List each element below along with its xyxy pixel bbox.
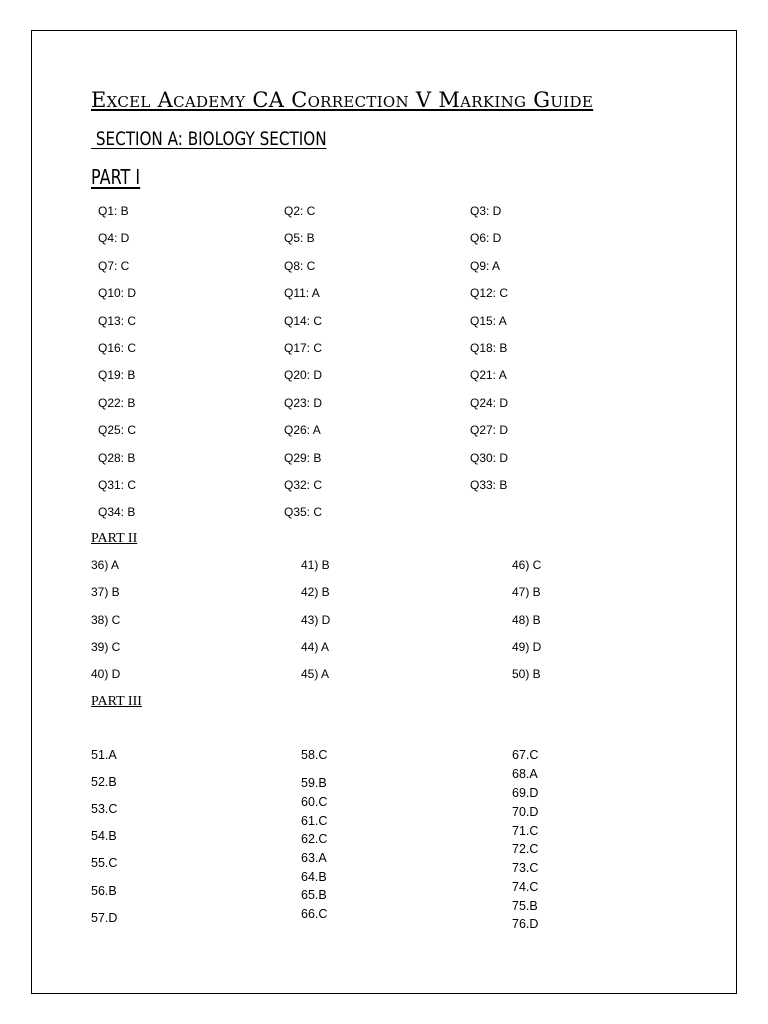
answer-item: Q29: B	[284, 450, 322, 465]
answer-item: 67.C	[512, 748, 539, 762]
answer-item: Q13: C	[98, 313, 137, 328]
answer-item: Q15: A	[470, 313, 507, 328]
answer-item: 62.C	[301, 832, 328, 846]
answer-item: Q10: D	[98, 286, 137, 301]
answer-item: 70.D	[512, 805, 539, 819]
part-1-heading: PART I	[91, 165, 141, 189]
answer-item: Q18: B	[470, 341, 508, 355]
answer-item: Q16: C	[98, 341, 137, 355]
answer-item: Q8: C	[284, 258, 316, 273]
answer-item: 68.A	[512, 767, 538, 781]
answer-item: 53.C	[91, 802, 118, 816]
part-3-heading: PART III	[91, 694, 142, 709]
answer-item: Q28: B	[98, 450, 136, 465]
answer-item: 66.C	[301, 907, 328, 921]
answer-item: 38) C	[91, 612, 121, 627]
answer-item: Q32: C	[284, 478, 323, 492]
answer-item: Q27: D	[470, 423, 509, 438]
answer-item: Q22: B	[98, 395, 136, 410]
answer-item: Q7: C	[98, 258, 130, 273]
answer-item: 76.D	[512, 917, 539, 931]
answer-item: Q20: D	[284, 368, 323, 383]
answer-item: Q9: A	[470, 258, 501, 273]
answer-item: Q35: C	[284, 505, 323, 520]
answer-item: 73.C	[512, 861, 539, 875]
answer-item: 52.B	[91, 775, 117, 789]
answer-item: 41) B	[301, 558, 330, 572]
answer-item: 74.C	[512, 880, 539, 894]
answer-item: 61.C	[301, 814, 328, 828]
document-title: Excel Academy CA Correction V Marking Guide	[91, 88, 594, 112]
part-2-heading: PART II	[91, 531, 138, 546]
answer-item: 55.C	[91, 856, 118, 870]
answer-item: Q34: B	[98, 505, 136, 520]
answer-item: 43) D	[301, 612, 331, 627]
answer-item: 58.C	[301, 748, 328, 762]
answer-item: 36) A	[91, 558, 120, 572]
answer-item: 39) C	[91, 639, 121, 654]
answer-item: Q23: D	[284, 395, 323, 410]
answer-item: 75.B	[512, 899, 538, 913]
answer-item: 56.B	[91, 884, 117, 898]
answer-item: 54.B	[91, 829, 117, 843]
answer-item: 72.C	[512, 842, 539, 856]
answer-item: 65.B	[301, 888, 327, 902]
answer-item: Q25: C	[98, 423, 137, 438]
answer-item: 49) D	[512, 639, 542, 654]
answer-item: Q24: D	[470, 395, 509, 410]
answer-item: 50) B	[512, 667, 541, 682]
answer-item: 45) A	[301, 667, 330, 682]
answer-item: Q2: C	[284, 204, 316, 218]
answer-item: Q14: C	[284, 313, 323, 328]
answer-item: 63.A	[301, 851, 327, 865]
section-heading: SECTION A: BIOLOGY SECTION	[91, 128, 327, 150]
answer-item: 48) B	[512, 612, 541, 627]
answer-item: 64.B	[301, 870, 327, 884]
answer-item: Q3: D	[470, 204, 502, 218]
answer-item: 40) D	[91, 667, 121, 682]
answer-item: Q31: C	[98, 478, 137, 492]
answer-item: 69.D	[512, 786, 539, 800]
answer-item: Q5: B	[284, 231, 315, 246]
answer-item: Q30: D	[470, 450, 509, 465]
answer-item: 42) B	[301, 585, 330, 600]
answer-item: 59.B	[301, 776, 327, 790]
answer-item: Q12: C	[470, 286, 509, 301]
answer-item: 57.D	[91, 911, 118, 925]
answer-item: Q21: A	[470, 368, 507, 383]
answer-item: Q26: A	[284, 423, 321, 438]
answer-item: 37) B	[91, 585, 120, 600]
answer-item: 60.C	[301, 795, 328, 809]
answer-item: Q6: D	[470, 231, 502, 246]
answer-item: Q4: D	[98, 231, 130, 246]
answer-item: 71.C	[512, 824, 539, 838]
answer-item: Q33: B	[470, 478, 508, 492]
answer-item: 44) A	[301, 639, 330, 654]
answer-item: Q17: C	[284, 341, 323, 355]
answer-item: Q1: B	[98, 204, 129, 218]
answer-item: 46) C	[512, 558, 542, 572]
answer-item: 47) B	[512, 585, 541, 600]
answer-item: 51.A	[91, 748, 117, 762]
answer-item: Q11: A	[284, 286, 320, 301]
answer-item: Q19: B	[98, 368, 136, 383]
